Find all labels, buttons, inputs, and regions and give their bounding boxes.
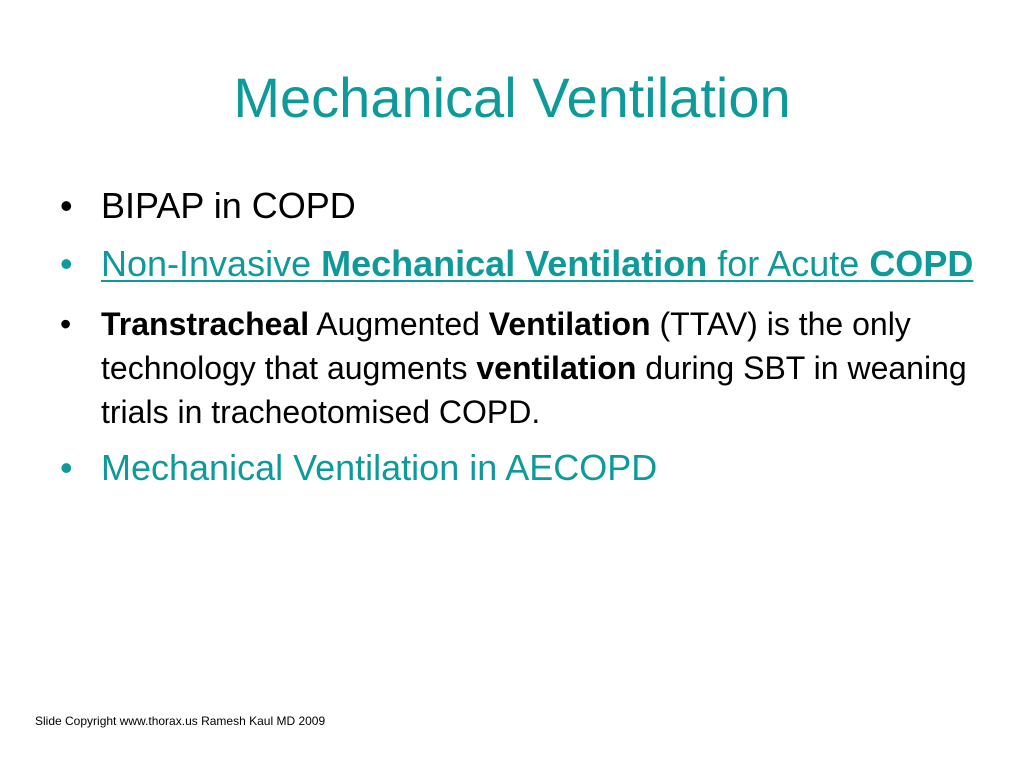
bullet-item-ttav [60,302,980,434]
bullet-text-bold: Transtracheal [101,306,310,342]
bullet-dot-icon: • [60,243,73,284]
slide-title: Mechanical Ventilation [233,66,791,129]
niv-article-link[interactable] [101,243,973,284]
bullet-text: Mechanical Ventilation in AECOPD [101,447,658,488]
link-text-bold: COPD [869,243,974,284]
link-text-part: Non-Invasive [101,243,322,284]
bullet-text: during SBT in weaning trials in tracheotomised COPD. [101,350,967,430]
bullet-list [60,184,980,490]
bullet-text-bold: Ventilation [488,306,651,342]
bullet-text-bold: ventilation [476,350,637,386]
link-text-part: for Acute [707,243,870,284]
bullet-dot-icon: • [60,447,73,488]
bullet-item-niv-link[interactable] [60,242,980,286]
slide-footer: Slide Copyright www.thorax.us Ramesh Kaul MD 2009 [35,714,326,728]
bullet-text: Augmented [309,306,489,342]
bullet-item-bipap [60,184,980,228]
bullet-text: (TTAV) is the only technology that augments [101,306,911,386]
bullet-dot-icon: • [60,185,73,226]
bullet-dot-icon: • [60,306,72,342]
bullet-text: BIPAP in COPD [101,185,356,226]
link-text-bold: Mechanical Ventilation [321,243,708,284]
bullet-item-aecopd [60,446,980,490]
